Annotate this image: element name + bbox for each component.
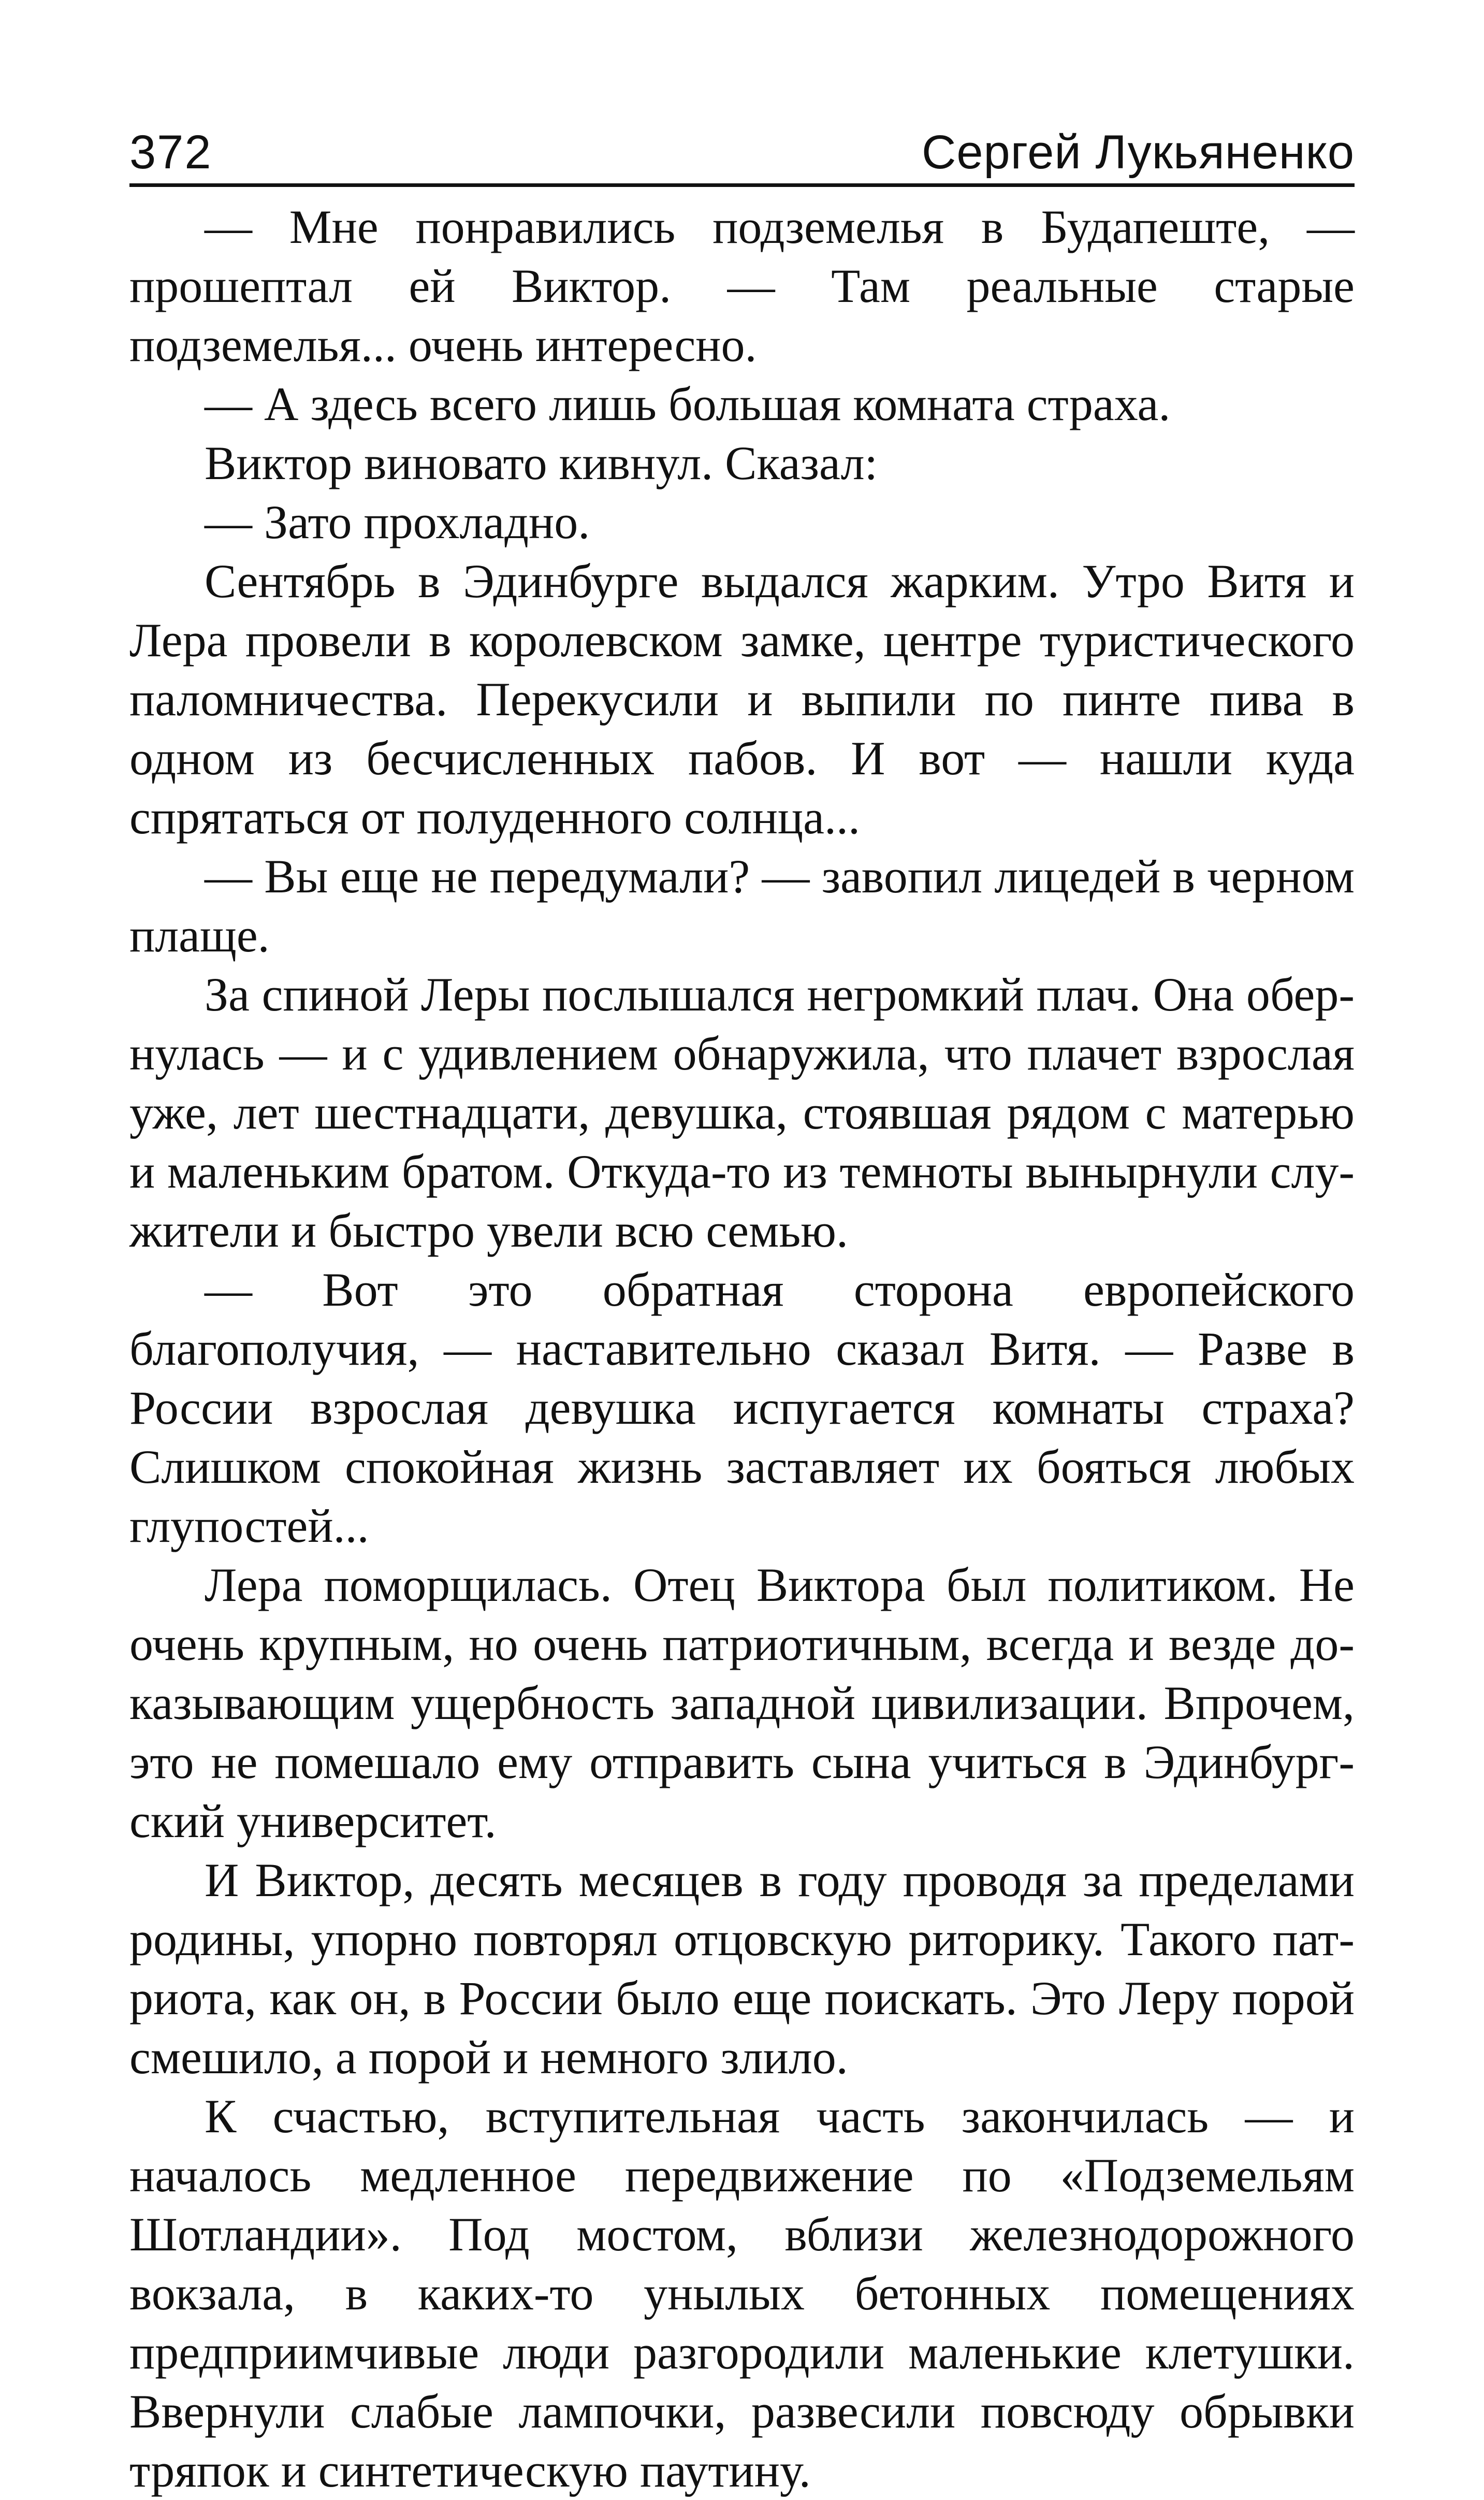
paragraph: К счастью, вступительная часть закончилась — и началось медленное передвижение по «Подземельям Шотландии». Под мостом, вблизи железнодорожного вокзала, в каких-то унылых бетонных помещениях предприимчивые люди разгородили маленькие клетушки. Ввернули слабые лампочки, развесили повсюду обрывки тряпок и синтетическую паутину. (129, 2090, 1355, 2497)
paragraph: И Виктор, десять месяцев в году проводя за пределами родины, упорно повторял отцовскую риторику. Такого патриота, как он, в России было еще поискать. Это Леру порой смешило, а порой и немного злило. (129, 1854, 1355, 2084)
running-header-author: Сергей Лукьяненко (921, 126, 1355, 179)
paragraph: Виктор виновато кивнул. Сказал: (205, 437, 878, 489)
page-number: 372 (129, 126, 212, 179)
paragraph: — Мне понравились подземелья в Будапеште, — прошептал ей Виктор. — Там реальные старые подземелья... очень интересно. (129, 200, 1355, 371)
running-header (129, 119, 1355, 187)
paragraph: Лера поморщилась. Отец Виктора был политиком. Не очень крупным, но очень патриотичным, всегда и везде доказывающим ущербность западной цивилизации. Впрочем, это не помешало ему отправить сына учиться в Эдинбургский университет. (129, 1558, 1355, 1847)
paragraph: — А здесь всего лишь большая комната страха. (205, 378, 1171, 430)
paragraph: За спиной Леры послышался негромкий плач. Она обернулась — и с удивлением обнаружила, что плачет взрослая уже, лет шестнадцати, девушка, стоявшая рядом с матерью и маленьким братом. Откуда-то из темноты вынырнули служители и быстро увели всю семью. (129, 968, 1355, 1257)
paragraph: — Вот это обратная сторона европейского благополучия, — наставительно сказал Витя. — Разве в России взрослая девушка испугается комнаты страха? Слишком спокойная жизнь заставляет их бояться любых глупостей... (129, 1263, 1355, 1552)
paragraph: — Вы еще не передумали? — завопил лицедей в черном плаще. (129, 850, 1355, 962)
book-page (129, 119, 1355, 2500)
body-text (129, 197, 1355, 2500)
paragraph: — Зато прохладно. (205, 496, 590, 548)
paragraph: Сентябрь в Эдинбурге выдался жарким. Утро Витя и Лера провели в королевском замке, центре туристического паломничества. Перекусили и выпили по пинте пива в одном из бесчисленных пабов. И вот — нашли куда спрятаться от полуденного солнца... (129, 555, 1355, 844)
